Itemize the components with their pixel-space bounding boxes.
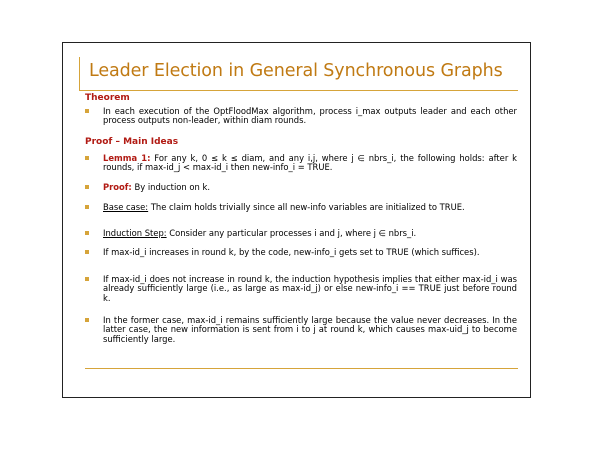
base-case-text: The claim holds trivially since all new-info variables are initialized to TRUE. [150,202,465,212]
bullet-icon [85,185,89,189]
list-item-text: If max-id_i increases in round k, by the code, new-info_i gets set to TRUE (which suffices). [103,247,480,257]
slide-title: Leader Election in General Synchronous Graphs [89,61,503,81]
list-item-text [103,183,517,192]
list-item [85,248,517,257]
list-item-text [103,203,517,212]
bullet-icon [85,318,89,322]
list-item [85,316,517,344]
lemma-text: For any k, 0 ≤ k ≤ diam, and any i,j, where j ∈ nbrs_i, the following holds: after k rounds, if max-id_j < max-id_i then new-info_i = TRUE. [103,153,517,173]
list-item [85,183,517,192]
bullet-icon [85,109,89,113]
bottom-rule [85,368,518,369]
proof-heading: Proof – Main Ideas [85,137,179,147]
base-case-label: Base case: [103,202,149,212]
slide [62,42,531,398]
bullet-icon [85,277,89,281]
induction-step-text: Consider any particular processes i and j, where j ∈ nbrs_i. [169,228,417,238]
bullet-icon [85,156,89,160]
proof-text: By induction on k. [134,182,210,192]
theorem-heading: Theorem [85,93,130,103]
list-item [85,229,517,238]
list-item-text: If max-id_i does not increase in round k, the induction hypothesis implies that either max-id_i was already sufficiently large (i.e., as large as max-id_j) or else new-info_i == TRUE just before round k. [103,274,517,303]
list-item [85,275,517,303]
lemma-label: Lemma 1: [103,153,151,163]
list-item-text: In the former case, max-id_i remains sufficiently large because the value never decreases. In the latter case, the new information is sent from i to j at round k, which causes max-uid_j to become sufficiently large. [103,315,517,344]
list-item [85,154,517,173]
list-item-text [103,229,517,238]
bullet-icon [85,231,89,235]
list-item [85,203,517,212]
proof-label: Proof: [103,182,132,192]
bullet-icon [85,205,89,209]
list-item-text [103,154,517,173]
bullet-icon [85,250,89,254]
induction-step-label: Induction Step: [103,228,167,238]
theorem-text: In each execution of the OptFloodMax algorithm, process i_max outputs leader and each other process outputs non-leader, within diam rounds. [103,106,517,126]
theorem-item [85,107,517,126]
